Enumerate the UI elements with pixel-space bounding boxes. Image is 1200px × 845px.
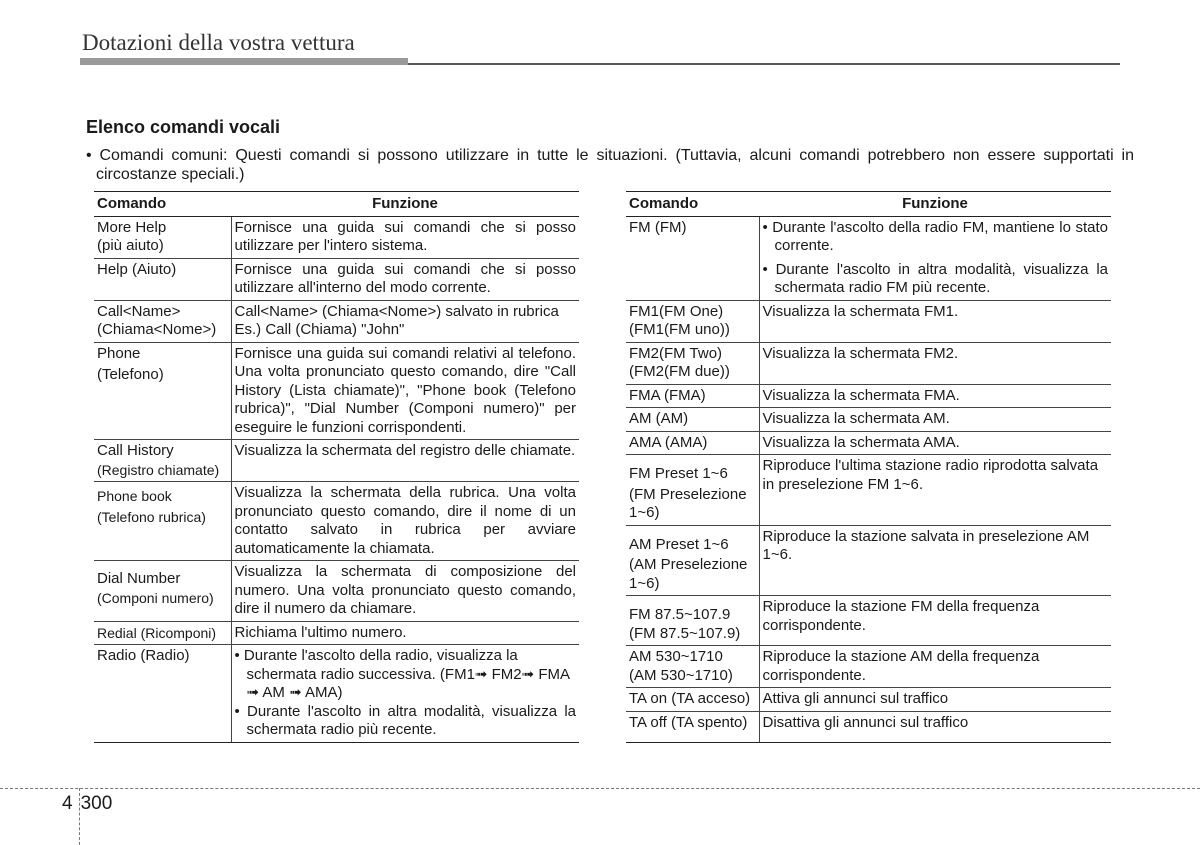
- command-cell: [94, 621, 231, 645]
- command-cell: [626, 408, 759, 432]
- command-cell: [626, 711, 759, 743]
- command-translation: (FM 87.5~107.9): [629, 624, 741, 642]
- command-name: FM Preset 1~6: [629, 465, 728, 482]
- command-cell: [626, 646, 759, 688]
- command-translation: (FM1(FM uno)): [629, 321, 730, 338]
- function-cell: Visualizza la schermata AMA.: [759, 431, 1111, 455]
- table-header-row: [626, 192, 1111, 217]
- function-cell: Disattiva gli annunci sul traffico: [759, 711, 1111, 743]
- function-cell: Riproduce l'ultima stazione radio riprodotta salvata in preselezione FM 1~6.: [759, 455, 1111, 526]
- command-translation: (Telefono): [97, 366, 164, 383]
- function-cell: Fornisce una guida sui comandi che si posso utilizzare all'interno del modo corrente.: [231, 258, 579, 300]
- table-row: [626, 431, 1111, 455]
- command-name: AM 530~1710: [629, 648, 723, 665]
- command-cell: [626, 300, 759, 342]
- command-translation: (FM2(FM due)): [629, 363, 730, 380]
- function-cell: [231, 645, 579, 743]
- command-name: Call<Name>: [97, 302, 181, 320]
- command-cell: [94, 342, 231, 440]
- table-row: [94, 258, 579, 300]
- command-cell: [626, 596, 759, 646]
- footer-rule: [0, 788, 1200, 789]
- command-name: AM Preset 1~6: [629, 535, 729, 553]
- column-header-function: Funzione: [231, 192, 579, 217]
- command-cell: [94, 645, 231, 743]
- command-cell: [94, 561, 231, 622]
- command-name: FM1(FM One): [629, 302, 724, 320]
- command-translation: (FM Preselezione 1~6): [629, 485, 747, 521]
- command-cell: [626, 431, 759, 455]
- table-row: [626, 455, 1111, 526]
- command-name: FMA (FMA): [629, 386, 706, 404]
- table-row: [94, 440, 579, 482]
- header-rule-thin: [408, 63, 1120, 65]
- table-row: [94, 342, 579, 440]
- bullet-text: • Durante l'ascolto della radio FM, mantiene lo stato corrente.: [762, 218, 1108, 254]
- bullet-text: • Durante l'ascolto della radio, visualizza la schermata radio successiva. (FM1➟ FM2➟ FMA ➟ AM ➟ AMA): [234, 647, 570, 701]
- command-cell: [94, 482, 231, 561]
- command-name: Redial (Ricomponi): [97, 624, 217, 641]
- column-header-function: Funzione: [759, 192, 1111, 217]
- function-cell: Visualizza la schermata di composizione del numero. Una volta pronunciato questo comando, dire il numero da chiamare.: [231, 561, 579, 622]
- command-name: FM (FM): [629, 218, 687, 236]
- column-header-command: Comando: [626, 192, 759, 217]
- command-name: AMA (AMA): [629, 433, 708, 451]
- function-cell: Visualizza la schermata FM2.: [759, 342, 1111, 384]
- command-translation: (Telefono rubrica): [97, 508, 206, 525]
- command-translation: (AM 530~1710): [629, 666, 733, 684]
- function-cell: Visualizza la schermata AM.: [759, 408, 1111, 432]
- page-number: [62, 793, 112, 815]
- function-cell: Riproduce la stazione AM della frequenza corrispondente.: [759, 646, 1111, 688]
- voice-commands-table-right: [626, 191, 1111, 743]
- bullet-text: • Durante l'ascolto in altra modalità, visualizza la schermata radio più recente.: [234, 702, 576, 738]
- function-cell: Visualizza la schermata FMA.: [759, 384, 1111, 408]
- command-name: TA on (TA acceso): [629, 690, 751, 707]
- command-name: Call History: [97, 442, 174, 459]
- function-cell: Riproduce la stazione salvata in preselezione AM 1~6.: [759, 525, 1111, 596]
- table-row: [626, 596, 1111, 646]
- function-cell: Visualizza la schermata della rubrica. Una volta pronunciato questo comando, dire il nome di un contatto salvato in rubrica per avviare automaticamente la chiamata.: [231, 482, 579, 561]
- column-header-command: Comando: [94, 192, 231, 217]
- command-translation: (Chiama<Nome>): [97, 321, 217, 338]
- command-name: Help (Aiuto): [97, 260, 177, 278]
- command-cell: [94, 258, 231, 300]
- section-title: Elenco comandi vocali: [86, 117, 281, 137]
- command-name: More Help: [97, 218, 167, 236]
- command-name: FM2(FM Two): [629, 344, 723, 362]
- table-row: [626, 384, 1111, 408]
- command-translation: (Componi numero): [97, 589, 214, 606]
- table-row: [94, 645, 579, 743]
- function-cell: [759, 216, 1111, 300]
- command-name: FM 87.5~107.9: [629, 606, 731, 623]
- header-rule-thick: [80, 58, 408, 65]
- command-cell: [626, 216, 759, 300]
- intro-paragraph: • Comandi comuni: Questi comandi si possono utilizzare in tutte le situazioni. (Tuttavia, alcuni comandi potrebbero non essere supportati in circostanze speciali.): [86, 147, 1134, 183]
- table-row: [626, 300, 1111, 342]
- section-number: 4: [62, 793, 73, 814]
- function-cell: Visualizza la schermata FM1.: [759, 300, 1111, 342]
- voice-commands-table-left: [94, 191, 579, 743]
- command-name: Phone: [97, 344, 141, 362]
- table-row: [94, 216, 579, 258]
- table-header-row: [94, 192, 579, 217]
- command-name: Dial Number: [97, 570, 181, 587]
- command-translation: (Registro chiamate): [97, 461, 220, 478]
- bullet-text: • Durante l'ascolto in altra modalità, visualizza la schermata radio FM più recente.: [762, 260, 1108, 296]
- table-row: [94, 482, 579, 561]
- command-cell: [626, 455, 759, 526]
- function-cell: Riproduce la stazione FM della frequenza corrispondente.: [759, 596, 1111, 646]
- command-cell: [626, 384, 759, 408]
- command-name: Radio (Radio): [97, 647, 190, 664]
- table-row: [626, 711, 1111, 743]
- table-row: [626, 525, 1111, 596]
- table-row: [626, 408, 1111, 432]
- table-row: [626, 342, 1111, 384]
- command-name: TA off (TA spento): [629, 713, 748, 731]
- command-translation: (AM Preselezione 1~6): [629, 556, 748, 592]
- table-row: [626, 646, 1111, 688]
- function-cell: Call<Name> (Chiama<Nome>) salvato in rubrica Es.) Call (Chiama) "John": [231, 300, 579, 342]
- command-cell: [626, 342, 759, 384]
- function-cell: Visualizza la schermata del registro delle chiamate.: [231, 440, 579, 482]
- command-translation: (più aiuto): [97, 237, 164, 254]
- table-row: [94, 621, 579, 645]
- command-cell: [94, 216, 231, 258]
- command-name: Phone book: [97, 488, 172, 504]
- table-row: [626, 216, 1111, 300]
- command-cell: [94, 440, 231, 482]
- function-cell: Richiama l'ultimo numero.: [231, 621, 579, 645]
- function-cell: Fornisce una guida sui comandi che si posso utilizzare per l'intero sistema.: [231, 216, 579, 258]
- command-cell: [626, 525, 759, 596]
- function-cell: Attiva gli annunci sul traffico: [759, 688, 1111, 712]
- function-cell: Fornisce una guida sui comandi relativi al telefono. Una volta pronunciato questo comando, dire "Call History (Lista chiamate)", "Phone book (Telefono rubrica)", "Dial Number (Componi numero)" per eseguire le funzioni corrispondenti.: [231, 342, 579, 440]
- table-row: [626, 688, 1111, 712]
- command-name: AM (AM): [629, 410, 689, 427]
- table-row: [94, 300, 579, 342]
- command-cell: [626, 688, 759, 712]
- command-cell: [94, 300, 231, 342]
- header-title: Dotazioni della vostra vettura: [82, 30, 355, 55]
- page-number-value: 300: [80, 793, 113, 814]
- table-row: [94, 561, 579, 622]
